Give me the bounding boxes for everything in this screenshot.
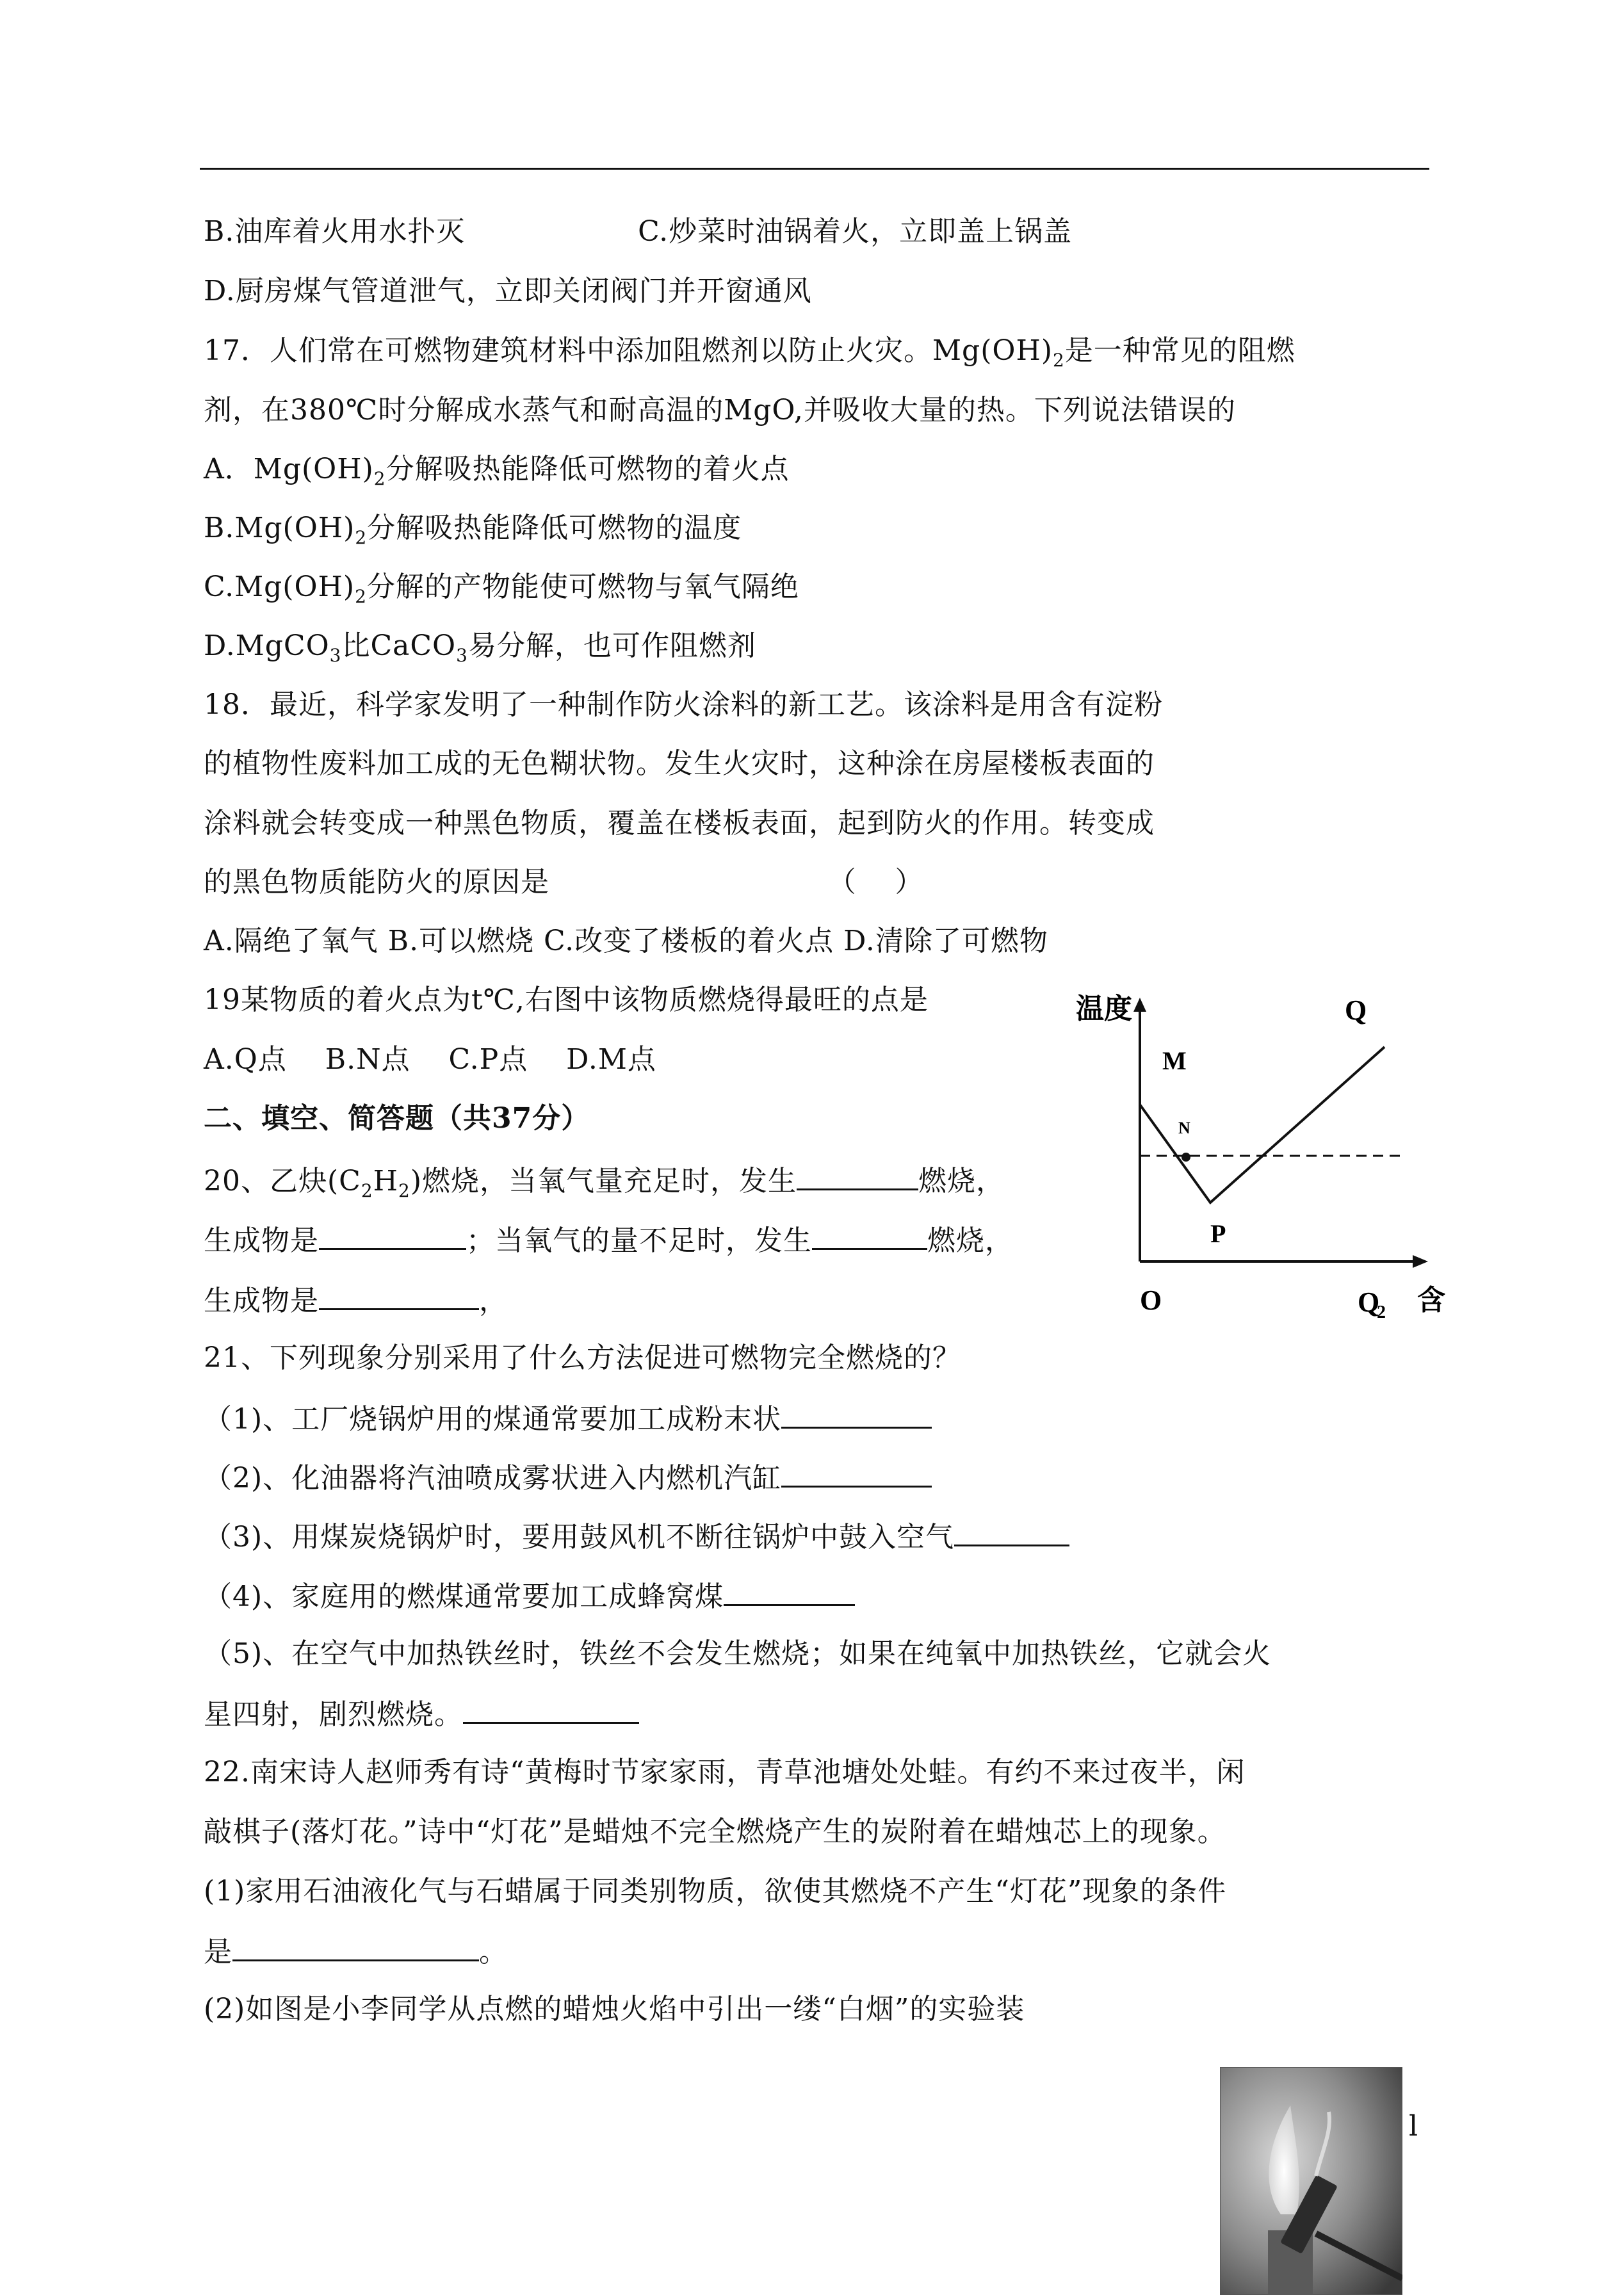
text-span: 星四射，剧烈燃烧。 — [204, 1698, 463, 1731]
text-span: 是 — [204, 1936, 232, 1968]
text-span: （2)、化油器将汽油喷成雾状进入内燃机汽缸 — [204, 1462, 782, 1495]
answer-blank[interactable] — [232, 1931, 479, 1961]
point-n-dot — [1181, 1153, 1190, 1162]
text-span: C.炒菜时油锅着火，立即盖上锅盖 — [465, 215, 1073, 248]
text-line — [204, 1399, 932, 1439]
text-span: 19某物质的着火点为t℃,右图中该物质燃烧得最旺的点是 — [204, 984, 929, 1016]
point-m-label: M — [1162, 1046, 1187, 1075]
text-line — [204, 1339, 961, 1377]
text-line — [204, 568, 799, 606]
text-line — [204, 1931, 508, 1972]
text-span: 燃烧， — [927, 1224, 1014, 1257]
subscript: 2 — [361, 1180, 373, 1201]
text-span: 生成物是 — [204, 1224, 319, 1257]
subscript: 3 — [456, 644, 468, 666]
text-span: ；当氧气的量不足时，发生 — [466, 1224, 812, 1257]
text-span: （4)、家庭用的燃煤通常要加工成蜂窝煤 — [204, 1580, 724, 1613]
text-span: （3)、用煤炭烧锅炉时，要用鼓风机不断往锅炉中鼓入空气 — [204, 1521, 955, 1553]
answer-blank[interactable] — [319, 1280, 479, 1310]
text-span: （5)、在空气中加热铁丝时，铁丝不会发生燃烧；如果在纯氧中加热铁丝，它就会火 — [204, 1637, 1272, 1670]
text-line — [204, 745, 1155, 783]
text-span: (2)如图是小李同学从点燃的蜡烛火焰中引出一缕“白烟”的实验装 — [204, 1993, 1025, 2025]
y-axis-arrow — [1133, 998, 1146, 1012]
text-line — [204, 332, 1295, 370]
text-span: 生成物是 — [204, 1285, 319, 1317]
y-axis-label: 温度 — [1076, 993, 1132, 1025]
text-span: 的黑色物质能防火的原因是 （ ） — [204, 866, 924, 898]
text-span: 分解吸热能降低可燃物的温度 — [367, 512, 742, 544]
x-axis-label: 含 — [1417, 1285, 1445, 1316]
origin-label: O — [1140, 1285, 1162, 1316]
text-span: A.隔绝了氧气 B.可以燃烧 C.改变了楼板的着火点 D.清除了可燃物 — [204, 925, 1048, 957]
text-span: B.Mg(OH) — [204, 512, 355, 544]
text-line — [204, 1813, 1226, 1851]
answer-blank[interactable] — [319, 1220, 466, 1250]
text-span: 分解的产物能使可燃物与氧气隔绝 — [366, 571, 799, 603]
text-span: 二、填空、简答题 — [204, 1102, 434, 1135]
subscript: 3 — [329, 644, 342, 666]
text-span: （共37分） — [434, 1102, 590, 1135]
text-span: 是一种常见的阻燃 — [1064, 334, 1295, 367]
text-span: C.Mg(OH) — [204, 571, 355, 603]
text-line — [204, 1694, 639, 1734]
text-span: 涂料就会转变成一种黑色物质，覆盖在楼板表面，起到防火的作用。转变成 — [204, 807, 1155, 839]
text-line — [204, 450, 790, 489]
text-span: D.MgCO — [204, 629, 330, 662]
photo-side-char: l — [1409, 2110, 1418, 2143]
text-span: 21、下列现象分别采用了什么方法促进可燃物完全燃烧的？ — [204, 1342, 961, 1374]
text-span: 易分解，也可作阻燃剂 — [467, 629, 756, 662]
text-line — [204, 509, 742, 547]
text-span: 的植物性废料加工成的无色糊状物。发生火灾时，这种涂在房屋楼板表面的 — [204, 747, 1155, 780]
answer-blank[interactable] — [463, 1694, 639, 1724]
answer-blank[interactable] — [724, 1576, 855, 1606]
text-line — [204, 1099, 590, 1138]
answer-blank[interactable] — [781, 1399, 932, 1429]
text-span: H — [373, 1165, 399, 1197]
text-line — [204, 1753, 1245, 1792]
text-span: (1)家用石油液化气与石蜡属于同类别物质，欲使其燃烧不产生“灯花”现象的条件 — [204, 1875, 1227, 1908]
text-line — [204, 1516, 1069, 1557]
text-span: 分解吸热能降低可燃物的着火点 — [386, 453, 790, 485]
ignition-temperature-graph — [1050, 986, 1460, 1332]
text-line — [204, 863, 924, 902]
header-rule — [200, 168, 1429, 170]
text-line — [204, 1872, 1226, 1911]
subscript: 2 — [398, 1180, 410, 1201]
text-span: 20、乙炔(C — [204, 1165, 361, 1197]
subscript: 2 — [355, 585, 367, 607]
text-span: 17．人们常在可燃物建筑材料中添加阻燃剂以防止火灾。Mg(OH) — [204, 334, 1053, 367]
candle-smoke-experiment-photo — [1220, 2067, 1402, 2295]
text-span: 比CaCO — [341, 629, 457, 662]
text-line — [204, 922, 1048, 961]
text-span: 22.南宋诗人赵师秀有诗“黄梅时节家家雨，青草池塘处处蛙。有约不来过夜半，闲 — [204, 1756, 1246, 1788]
point-n-label: N — [1178, 1119, 1190, 1137]
text-span: 剂，在380℃时分解成水蒸气和耐高温的MgO,并吸收大量的热。下列说法错误的 — [204, 394, 1236, 426]
text-line — [204, 1160, 1005, 1201]
subscript: 2 — [373, 467, 386, 489]
text-span: 燃烧， — [918, 1165, 1005, 1197]
subscript: 2 — [1052, 349, 1065, 371]
text-line — [204, 1280, 508, 1320]
text-line — [204, 1041, 656, 1079]
text-span: D.厨房煤气管道泄气，立即关闭阀门并开窗通风 — [204, 275, 812, 307]
text-span: A.Q点 B.N点 C.P点 D.M点 — [204, 1043, 656, 1076]
point-q-label: Q — [1345, 994, 1367, 1026]
text-line — [204, 272, 812, 311]
answer-blank[interactable] — [812, 1220, 927, 1250]
text-line — [204, 1220, 1014, 1260]
text-span: 18．最近，科学家发明了一种制作防火涂料的新工艺。该涂料是用含有淀粉 — [204, 688, 1163, 721]
text-span: （1)、工厂烧锅炉用的煤通常要加工成粉末状 — [204, 1403, 782, 1436]
text-line — [204, 1457, 932, 1498]
x-tick-label: Q — [1358, 1286, 1380, 1318]
text-line — [204, 981, 929, 1019]
text-line — [204, 627, 756, 665]
text-line — [204, 1990, 1025, 2029]
text-span: B.油库着火用水扑灭 — [204, 215, 466, 248]
text-span: 。 — [479, 1936, 508, 1968]
text-line — [204, 391, 1236, 430]
text-line — [204, 686, 1163, 724]
text-line — [204, 213, 1072, 251]
subscript: 2 — [355, 526, 368, 548]
text-span: A．Mg(OH) — [204, 453, 374, 485]
text-line — [204, 1576, 855, 1616]
answer-blank[interactable] — [954, 1516, 1069, 1546]
text-span: ， — [479, 1285, 508, 1317]
point-p-label: P — [1210, 1219, 1226, 1248]
x-tick-sub: 2 — [1377, 1302, 1386, 1322]
answer-blank[interactable] — [797, 1160, 918, 1190]
text-span: 敲棋子(落灯花。”诗中“灯花”是蜡烛不完全燃烧产生的炭附着在蜡烛芯上的现象。 — [204, 1815, 1226, 1848]
answer-blank[interactable] — [781, 1457, 932, 1488]
x-axis-arrow — [1413, 1255, 1428, 1268]
text-line — [204, 804, 1155, 843]
text-span: )燃烧，当氧气量充足时，发生 — [410, 1165, 797, 1197]
text-line — [204, 1635, 1271, 1673]
